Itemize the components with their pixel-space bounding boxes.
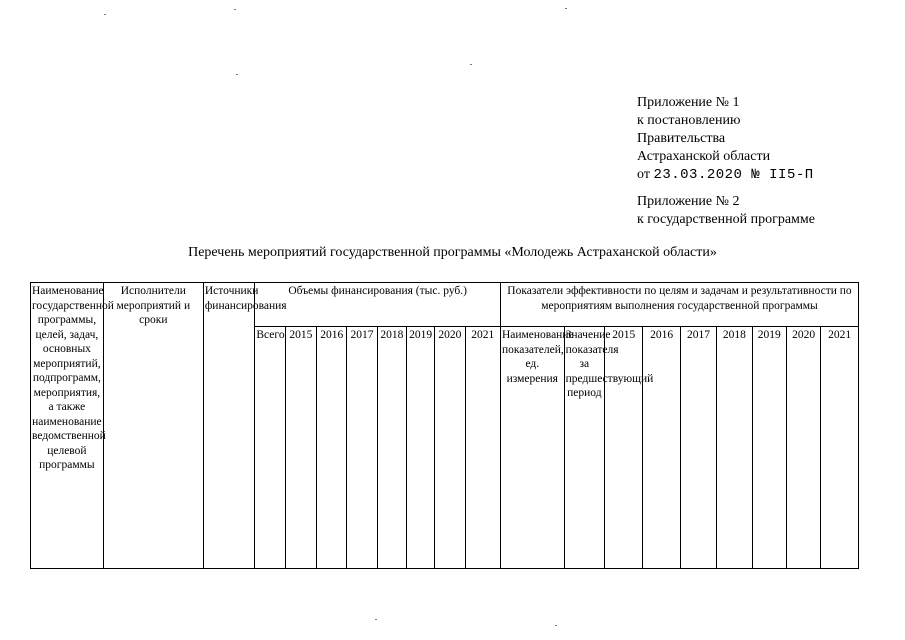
annex-header: [637, 94, 892, 229]
header-fin-year: 2017: [347, 327, 377, 569]
scan-speck: [375, 619, 377, 620]
annex1-line4: Астраханской области: [637, 149, 771, 164]
annex1-date-typed: 23.03.2020 № II5-П: [653, 167, 814, 183]
scan-speck: [236, 74, 238, 75]
header-fin-year: 2018: [377, 327, 406, 569]
scan-speck: [234, 9, 236, 10]
scan-speck: [470, 64, 472, 65]
header-ind-year: 2018: [717, 327, 752, 569]
header-ind-year: 2019: [752, 327, 786, 569]
header-previous-value: Значение показателя за предшествующий период: [564, 327, 604, 569]
header-ind-year: 2017: [680, 327, 716, 569]
header-ind-year: 2015: [605, 327, 643, 569]
header-fin-year: 2016: [317, 327, 347, 569]
scan-speck: [565, 8, 567, 9]
document-title: Перечень мероприятий государственной программы «Молодежь Астраханской области»: [188, 245, 717, 260]
header-ind-year: 2016: [643, 327, 680, 569]
header-fin-year: 2019: [406, 327, 434, 569]
header-sources: Источники финансирования: [203, 283, 255, 569]
annex2-title: Приложение № 2: [637, 194, 740, 209]
annex1-line2: к постановлению: [637, 113, 741, 128]
annex1-date-prefix: от: [637, 167, 650, 182]
header-executors: Исполнители мероприятий и сроки: [103, 283, 203, 569]
scan-speck: [104, 14, 106, 15]
annex1-title: Приложение № 1: [637, 95, 740, 110]
header-ind-year: 2020: [786, 327, 820, 569]
scan-speck: [555, 625, 557, 626]
header-ind-year: 2021: [821, 327, 859, 569]
header-program-name: Наименование государственной программы, целей, задач, основных мероприятий, подпрограмм, мероприятия, а также наименование ведомственной целевой программы: [31, 283, 104, 569]
header-financing-volumes: Объемы финансирования (тыс. руб.): [255, 283, 501, 327]
header-efficiency-indicators: Показатели эффективности по целям и задачам и результативности по мероприятиям выполнения государственной программы: [500, 283, 858, 327]
header-fin-year: 2015: [285, 327, 316, 569]
annex1-line3: Правительства: [637, 131, 726, 146]
annex2-line2: к государственной программе: [637, 212, 815, 227]
header-fin-year: 2021: [465, 327, 500, 569]
annex1-date-line: [637, 166, 892, 184]
header-total: Всего: [255, 327, 285, 569]
header-fin-year: 2020: [435, 327, 465, 569]
header-indicator-name: Наименование показателей, ед. измерения: [500, 327, 564, 569]
measures-table: [30, 282, 859, 569]
